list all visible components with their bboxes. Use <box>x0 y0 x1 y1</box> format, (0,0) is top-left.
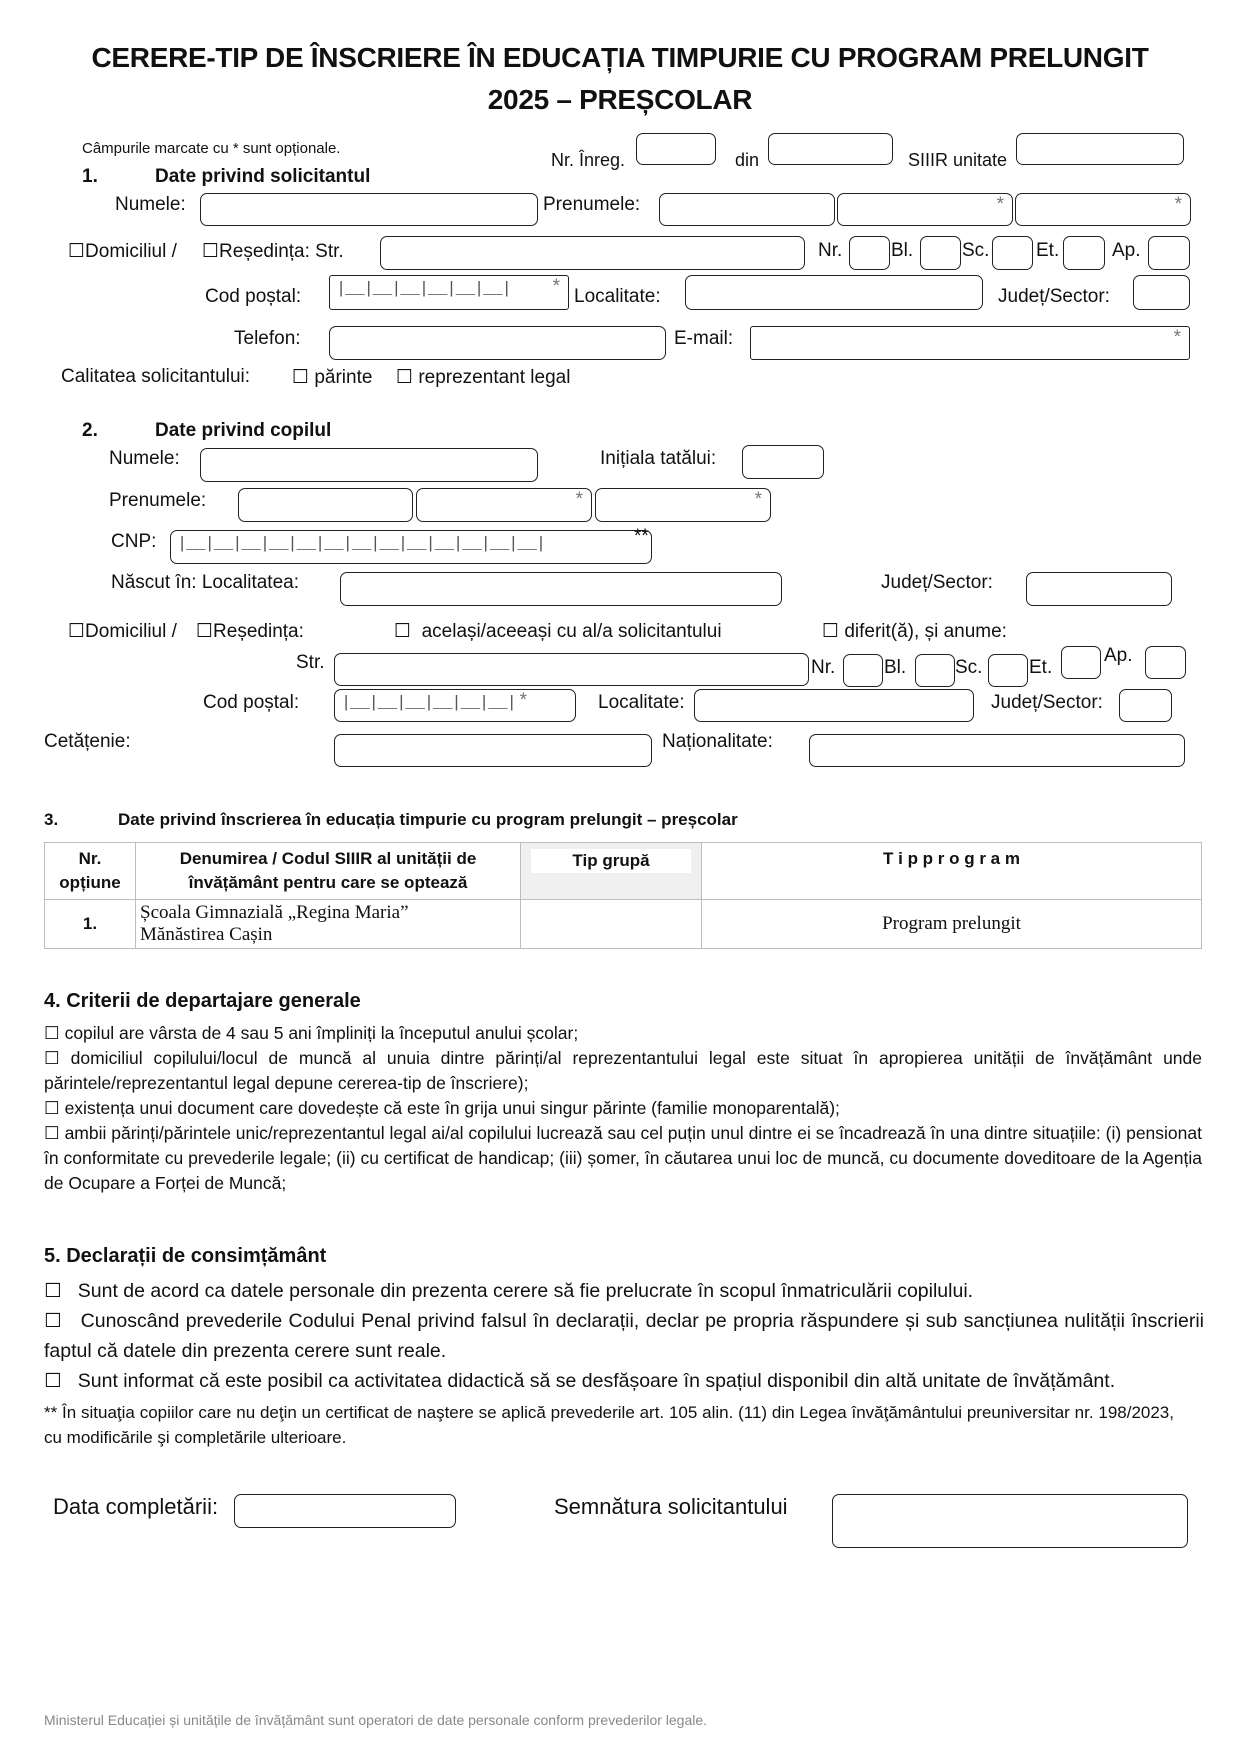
applicant-postal-code-field[interactable] <box>329 275 569 310</box>
child-nr-field[interactable] <box>843 654 883 687</box>
col-header-nr-line1: Nr. <box>78 849 102 868</box>
child-nr-label: Nr. <box>811 657 836 678</box>
criterion-item <box>44 1046 1202 1096</box>
table-row <box>45 900 1202 949</box>
postal-code-digit-guides: |__|__|__|__|__|__| <box>341 694 516 713</box>
form-title-line1: CERERE-TIP DE ÎNSCRIERE ÎN EDUCAȚIA TIMPURIE CU PROGRAM PRELUNGIT <box>91 42 1149 73</box>
criterion-checkbox[interactable]: ☐ <box>44 1123 60 1143</box>
residence-street-label: Reședința: Str. <box>219 241 344 262</box>
criterion-text: domiciliul copilului/locul de muncă al unuia dintre părinți/al reprezentantului legal este situat în apropierea unității de învățământ unde părintele/reprezentantul legal depune cererea-tip de înscriere); <box>44 1048 1202 1093</box>
legal-rep-checkbox[interactable]: ☐ <box>396 367 414 388</box>
criterion-checkbox[interactable]: ☐ <box>44 1023 60 1043</box>
different-address-checkbox[interactable]: ☐ <box>822 621 840 642</box>
cell-group-type[interactable] <box>521 900 702 949</box>
applicant-ap-field[interactable] <box>1148 236 1190 270</box>
child-postal-code-label: Cod poștal: <box>203 692 300 713</box>
child-residence-label: Reședința: <box>213 621 304 642</box>
cell-program-type: Program prelungit <box>702 900 1202 949</box>
table-header-row <box>45 843 1202 900</box>
optional-star: * <box>1174 194 1182 215</box>
section5-heading: 5. Declarații de consimțământ <box>44 1245 327 1267</box>
col-header-group-type <box>521 843 702 900</box>
birth-locality-field[interactable] <box>340 572 782 606</box>
signature-field[interactable] <box>832 1494 1188 1548</box>
section3-number: 3. <box>44 810 59 829</box>
registration-date-label: din <box>735 150 760 170</box>
child-locality-label: Localitate: <box>598 692 685 713</box>
applicant-et-label: Et. <box>1036 240 1060 261</box>
consent-item <box>44 1306 1204 1366</box>
enrollment-options-table <box>44 842 1202 949</box>
consent-checkbox[interactable]: ☐ <box>44 1310 62 1332</box>
applicant-email-field[interactable] <box>750 326 1190 360</box>
parent-option[interactable] <box>292 366 372 389</box>
section4-heading: 4. Criterii de departajare generale <box>44 990 361 1012</box>
applicant-locality-field[interactable] <box>685 275 983 310</box>
criterion-item <box>44 1121 1202 1196</box>
criterion-text: copilul are vârsta de 4 sau 5 ani împliniți la începutul anului școlar; <box>64 1023 579 1043</box>
optional-star: * <box>519 690 527 711</box>
different-address-option[interactable] <box>822 620 1007 643</box>
col-header-program-type <box>702 843 1202 900</box>
col-header-nr-line2: opțiune <box>59 873 121 892</box>
child-residence-option[interactable] <box>196 620 304 643</box>
birth-locality-label: Născut în: Localitatea: <box>111 572 299 593</box>
optional-fields-note: Câmpurile marcate cu * sunt opționale. <box>82 140 341 157</box>
applicant-firstname-field-2[interactable] <box>837 193 1013 226</box>
child-firstname-label: Prenumele: <box>109 490 207 511</box>
applicant-street-field[interactable] <box>380 236 805 270</box>
completion-date-field[interactable] <box>234 1494 456 1528</box>
criterion-item <box>44 1021 1202 1046</box>
section2-number: 2. <box>82 420 98 441</box>
optional-star: * <box>575 489 583 510</box>
completion-date-label: Data completării: <box>53 1494 219 1519</box>
optional-star: * <box>1173 327 1181 348</box>
data-operator-footer: Ministerul Educației și unitățile de învățământ sunt operatori de date personale conform prevederilor legale. <box>44 1712 708 1728</box>
father-initial-label: Inițiala tatălui: <box>600 448 717 469</box>
applicant-firstname-field-3[interactable] <box>1015 193 1191 226</box>
col-header-unit-line2: învățământ pentru care se optează <box>188 873 468 892</box>
citizenship-label: Cetățenie: <box>44 731 131 752</box>
registration-number-label: Nr. Înreg. <box>551 150 626 170</box>
applicant-county-label: Județ/Sector: <box>998 286 1110 307</box>
consent-text: Sunt de acord ca datele personale din prezenta cerere să fie prelucrate în scopul înmatriculării copilului. <box>77 1280 974 1302</box>
criterion-item <box>44 1096 1202 1121</box>
consent-item <box>44 1276 1204 1306</box>
child-lastname-field[interactable] <box>200 448 538 482</box>
child-firstname-field-1[interactable] <box>238 488 413 522</box>
child-postal-code-field[interactable] <box>334 689 576 722</box>
applicant-residence-option[interactable] <box>202 240 344 263</box>
applicant-phone-label: Telefon: <box>234 328 301 349</box>
same-address-label: același/aceeași cu al/a solicitantului <box>421 621 722 642</box>
residence-checkbox[interactable]: ☐ <box>202 241 220 262</box>
applicant-firstname-label: Prenumele: <box>543 194 641 215</box>
child-locality-field[interactable] <box>694 689 974 722</box>
criterion-text: existența unui document care dovedește că este în grija unui singur părinte (familie monoparentală); <box>64 1098 840 1118</box>
postal-code-digit-guides: |__|__|__|__|__|__| <box>336 280 511 299</box>
applicant-domicile-option[interactable] <box>68 240 177 263</box>
consent-list <box>44 1276 1204 1396</box>
col-header-option-nr <box>45 843 136 900</box>
same-address-option[interactable] <box>394 620 722 643</box>
citizenship-field[interactable] <box>334 734 652 767</box>
child-ap-field[interactable] <box>1145 646 1186 679</box>
consent-checkbox[interactable]: ☐ <box>44 1280 62 1302</box>
criterion-checkbox[interactable]: ☐ <box>44 1098 60 1118</box>
consent-text: Cunoscând prevederile Codului Penal privind falsul în declarații, declar pe propria răspundere și sub sancțiunea nulității înscrierii faptul că datele din prezenta cerere sunt reale. <box>44 1310 1204 1362</box>
nationality-field[interactable] <box>809 734 1185 767</box>
father-initial-field[interactable] <box>742 445 824 479</box>
domicile-checkbox[interactable]: ☐ <box>68 241 86 262</box>
child-sc-label: Sc. <box>955 657 983 678</box>
cell-unit-line2: Mănăstirea Cașin <box>140 924 273 945</box>
applicant-ap-label: Ap. <box>1112 240 1141 261</box>
cnp-footnote: ** În situaţia copiilor care nu deţin un certificat de naştere se aplică prevederile art. 105 alin. (11) din Legea învăţământului preuniversitar nr. 198/2023, cu modificările şi completările ulterioare. <box>44 1403 1174 1447</box>
applicant-phone-field[interactable] <box>329 326 666 360</box>
applicant-nr-label: Nr. <box>818 240 843 261</box>
section3-heading: Date privind înscrierea în educația timpurie cu program prelungit – preșcolar <box>118 810 738 829</box>
col-header-program-type-text: T i p p r o g r a m <box>883 849 1020 868</box>
optional-star: * <box>754 489 762 510</box>
child-domicile-option[interactable] <box>68 620 177 643</box>
child-domicile-label: Domiciliul / <box>85 621 177 642</box>
applicant-bl-label: Bl. <box>891 240 914 261</box>
birth-county-label: Județ/Sector: <box>881 572 993 593</box>
cell-option-nr: 1. <box>45 900 136 949</box>
domicile-label: Domiciliul / <box>85 241 177 262</box>
same-address-checkbox[interactable]: ☐ <box>394 621 412 642</box>
consent-checkbox[interactable]: ☐ <box>44 1370 62 1392</box>
nationality-label: Naționalitate: <box>662 731 773 752</box>
cnp-label: CNP: <box>111 531 157 552</box>
section1-heading: Date privind solicitantul <box>155 166 371 187</box>
cnp-digit-guides: |__|__|__|__|__|__|__|__|__|__|__|__|__| <box>177 535 546 554</box>
section2-heading: Date privind copilul <box>155 420 332 441</box>
child-firstname-field-3[interactable] <box>595 488 771 522</box>
applicant-nr-field[interactable] <box>849 236 890 270</box>
applicant-email-label: E-mail: <box>674 328 734 349</box>
applicant-locality-label: Localitate: <box>574 286 661 307</box>
child-ap-label: Ap. <box>1104 645 1133 666</box>
child-county-field[interactable] <box>1119 689 1172 722</box>
applicant-sc-field[interactable] <box>992 236 1033 270</box>
birth-county-field[interactable] <box>1026 572 1172 606</box>
child-lastname-label: Numele: <box>109 448 180 469</box>
applicant-firstname-field-1[interactable] <box>659 193 835 226</box>
different-address-label: diferit(ă), și anume: <box>844 621 1007 642</box>
optional-star: * <box>996 194 1004 215</box>
siiir-unit-label: SIIIR unitate <box>908 150 1008 170</box>
applicant-lastname-label: Numele: <box>115 194 186 215</box>
applicant-bl-field[interactable] <box>920 236 961 270</box>
criteria-list <box>44 1021 1202 1196</box>
child-et-label: Et. <box>1029 657 1053 678</box>
col-header-unit-line1: Denumirea / Codul SIIIR al unității de <box>179 849 477 868</box>
child-firstname-field-2[interactable] <box>416 488 592 522</box>
applicant-lastname-field[interactable] <box>200 193 538 226</box>
parent-checkbox[interactable]: ☐ <box>292 367 310 388</box>
criterion-text: ambii părinți/părintele unic/reprezentantul legal ai/al copilului lucrează sau cel puțin unul dintre ei se încadrează în una dintre situațiile: (i) pensionat în conformitate cu prevederile legale; (ii) cu certificat de handicap; (iii) șomer, în căutarea unui loc de muncă, cu documente doveditoare de la Agenția de Ocupare a Forței de Muncă; <box>44 1123 1202 1193</box>
child-bl-label: Bl. <box>884 657 907 678</box>
applicant-county-field[interactable] <box>1133 275 1190 310</box>
cnp-note-marker: ** <box>634 526 649 547</box>
form-title-line2: 2025 – PREȘCOLAR <box>487 84 753 115</box>
child-domicile-checkbox[interactable]: ☐ <box>68 621 86 642</box>
child-residence-checkbox[interactable]: ☐ <box>196 621 214 642</box>
criterion-checkbox[interactable]: ☐ <box>44 1048 60 1068</box>
child-county-label: Județ/Sector: <box>991 692 1103 713</box>
applicant-et-field[interactable] <box>1063 236 1105 270</box>
legal-rep-option[interactable] <box>396 366 570 389</box>
applicant-quality-label: Calitatea solicitantului: <box>61 366 251 387</box>
child-street-field[interactable] <box>334 653 809 686</box>
consent-item <box>44 1366 1204 1396</box>
parent-label: părinte <box>314 367 373 388</box>
registration-number-field[interactable] <box>636 133 716 165</box>
child-et-field[interactable] <box>1061 646 1101 679</box>
col-header-unit <box>136 843 521 900</box>
consent-text: Sunt informat că este posibil ca activitatea didactică să se desfășoare în spațiul disponibil din altă unitate de învățământ. <box>77 1370 1116 1392</box>
registration-date-field[interactable] <box>768 133 893 165</box>
cell-unit <box>136 900 521 949</box>
child-sc-field[interactable] <box>988 654 1028 687</box>
child-bl-field[interactable] <box>915 654 955 687</box>
applicant-sc-label: Sc. <box>962 240 990 261</box>
optional-star: * <box>552 276 560 297</box>
siiir-unit-field[interactable] <box>1016 133 1184 165</box>
section1-number: 1. <box>82 166 98 187</box>
applicant-postal-code-label: Cod poștal: <box>205 286 302 307</box>
cnp-field[interactable] <box>170 530 652 564</box>
legal-rep-label: reprezentant legal <box>418 367 571 388</box>
signature-label: Semnătura solicitantului <box>554 1494 788 1519</box>
child-street-label: Str. <box>296 652 325 673</box>
cell-unit-line1: Școala Gimnazială „Regina Maria” <box>140 902 409 923</box>
col-header-group-type-text: Tip grupă <box>531 849 691 873</box>
